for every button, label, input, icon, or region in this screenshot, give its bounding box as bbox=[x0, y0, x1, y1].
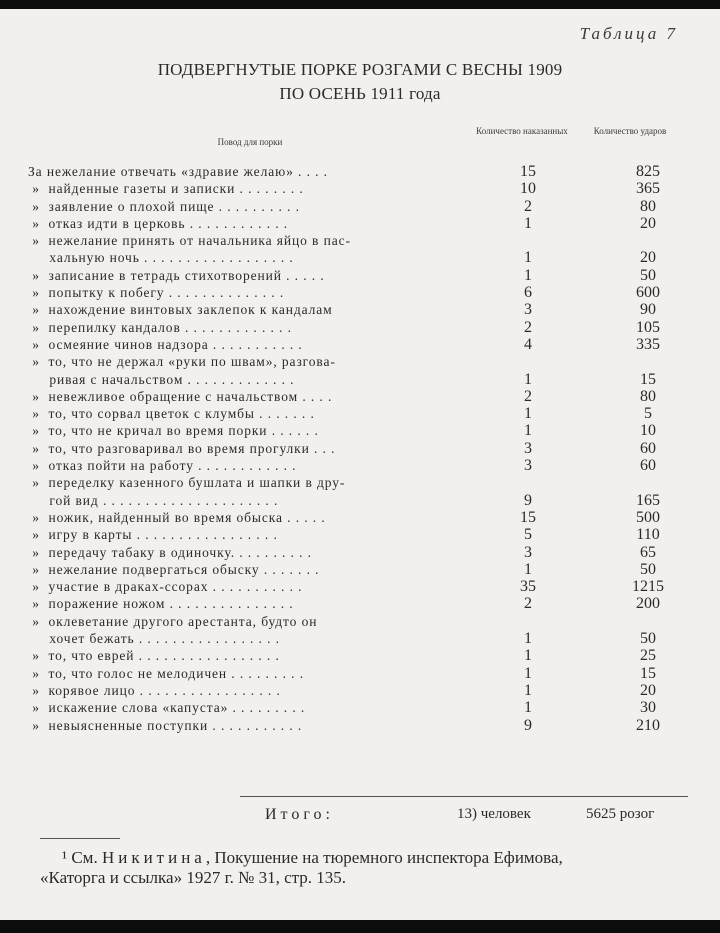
row-count: 1 bbox=[524, 647, 532, 665]
table-row bbox=[28, 717, 688, 734]
table-row bbox=[28, 509, 688, 526]
row-reason: » отказ пойти на работу . . . . . . . . . . . . bbox=[28, 458, 297, 474]
row-count: 4 bbox=[524, 335, 532, 353]
row-count: 3 bbox=[524, 457, 532, 475]
row-count: 1 bbox=[524, 266, 532, 284]
row-count: 2 bbox=[524, 595, 532, 613]
footnote-line2: «Каторга и ссылка» 1927 г. № 31, стр. 135. bbox=[40, 868, 347, 887]
row-strokes: 60 bbox=[640, 457, 656, 475]
row-reason: » то, что сорвал цветок с клумбы . . . . . . . bbox=[28, 406, 315, 422]
table-row bbox=[28, 215, 688, 232]
table-row bbox=[28, 561, 688, 578]
footnote-author: Никитина bbox=[101, 848, 206, 867]
row-count: 3 bbox=[524, 301, 532, 319]
row-reason: » то, что разговаривал во время прогулки . . . bbox=[28, 440, 336, 456]
table-row bbox=[28, 578, 688, 595]
table-row bbox=[28, 526, 688, 543]
table-row bbox=[28, 647, 688, 664]
table-row bbox=[28, 180, 688, 197]
table-row bbox=[28, 699, 688, 716]
row-strokes: 60 bbox=[640, 439, 656, 457]
footnote-divider bbox=[40, 838, 120, 839]
row-strokes: 65 bbox=[640, 543, 656, 561]
table-number: Таблица 7 bbox=[579, 24, 678, 43]
row-count: 1 bbox=[524, 405, 532, 423]
row-strokes: 80 bbox=[640, 197, 656, 215]
row-strokes: 50 bbox=[640, 560, 656, 578]
footnote-line1 bbox=[62, 848, 702, 868]
row-strokes: 500 bbox=[636, 508, 660, 526]
table-row bbox=[28, 595, 688, 612]
row-strokes: 30 bbox=[640, 699, 656, 717]
row-strokes: 25 bbox=[640, 647, 656, 665]
top-border bbox=[0, 0, 720, 9]
table-row bbox=[28, 665, 688, 682]
row-reason: » невыясненные поступки . . . . . . . . . . . bbox=[28, 717, 303, 733]
row-strokes: 80 bbox=[640, 387, 656, 405]
row-count: 1 bbox=[524, 422, 532, 440]
bottom-border bbox=[0, 920, 720, 933]
column-header-reason: Повод для порки bbox=[217, 137, 283, 147]
table-row bbox=[28, 457, 688, 474]
row-count: 1 bbox=[524, 214, 532, 232]
row-reason: » записание в тетрадь стихотворений . . . . . bbox=[28, 267, 325, 283]
row-count: 1 bbox=[524, 681, 532, 699]
table-row bbox=[28, 232, 688, 267]
row-reason: » то, что еврей . . . . . . . . . . . . . . . . . bbox=[28, 648, 280, 664]
table-row bbox=[28, 474, 688, 509]
row-reason: » отказ идти в церковь . . . . . . . . . . . . bbox=[28, 215, 289, 231]
table-row bbox=[28, 613, 688, 648]
footnote-prefix: ¹ См. bbox=[62, 848, 102, 867]
row-count: 15 bbox=[520, 508, 536, 526]
row-strokes: 1215 bbox=[632, 578, 664, 596]
page-title: ПОДВЕРГНУТЫЕ ПОРКЕ РОЗГАМИ С ВЕСНЫ 1909 bbox=[157, 60, 563, 79]
row-strokes: 335 bbox=[636, 335, 660, 353]
row-strokes: 825 bbox=[636, 163, 660, 180]
row-reason: » искажение слова «капуста» . . . . . . . . . bbox=[28, 700, 306, 716]
table-row bbox=[28, 284, 688, 301]
row-strokes: 20 bbox=[640, 681, 656, 699]
row-count: 5 bbox=[524, 526, 532, 544]
row-strokes: 15 bbox=[640, 370, 656, 388]
row-reason: » оклеветание другого арестанта, будто он хочет бежать . . . . . . . . . . . . . . . . . bbox=[32, 613, 318, 647]
row-count: 1 bbox=[524, 630, 532, 648]
page-subtitle: ПО ОСЕНЬ 1911 года bbox=[279, 84, 441, 103]
row-reason: » невежливое обращение с начальством . . . . bbox=[28, 388, 333, 404]
row-reason: » поражение ножом . . . . . . . . . . . . . . . bbox=[28, 596, 294, 612]
row-reason: » найденные газеты и записки . . . . . . . . bbox=[28, 181, 304, 197]
row-reason: » ножик, найденный во время обыска . . . . . bbox=[28, 509, 326, 525]
footnote-suffix: , Покушение на тюремного инспектора Ефимова, bbox=[205, 848, 563, 867]
row-strokes: 110 bbox=[636, 526, 660, 544]
column-header-count: Количество наказанных bbox=[476, 126, 568, 136]
row-reason: » нежелание принять от начальника яйцо в пас- хальную ночь . . . . . . . . . . . . . . . . . . bbox=[32, 233, 351, 266]
row-count: 9 bbox=[524, 491, 532, 509]
row-strokes: 10 bbox=[640, 422, 656, 440]
row-strokes: 105 bbox=[636, 318, 660, 336]
row-count: 1 bbox=[524, 249, 532, 267]
row-count: 2 bbox=[524, 318, 532, 336]
row-strokes: 50 bbox=[640, 266, 656, 284]
row-strokes: 90 bbox=[640, 301, 656, 319]
row-reason: » то, что голос не мелодичен . . . . . . . . . bbox=[28, 665, 304, 681]
row-count: 2 bbox=[524, 197, 532, 215]
row-count: 3 bbox=[524, 543, 532, 561]
table-row bbox=[28, 198, 688, 215]
row-reason: » то, что не кричал во время порки . . . . . . bbox=[28, 423, 319, 439]
table-row bbox=[28, 336, 688, 353]
table-row bbox=[28, 301, 688, 318]
row-strokes: 20 bbox=[640, 214, 656, 232]
column-header-strokes: Количество ударов bbox=[593, 126, 667, 136]
row-reason: » переделку казенного бушлата и шапки в дру- гой вид . . . . . . . . . . . . . . . . . . . . . bbox=[32, 475, 346, 508]
row-reason: » нежелание подвергаться обыску . . . . . . . bbox=[28, 561, 320, 577]
row-reason: » корявое лицо . . . . . . . . . . . . . . . . . bbox=[28, 682, 281, 698]
row-reason: » перепилку кандалов . . . . . . . . . . . . . bbox=[28, 319, 292, 335]
row-count: 9 bbox=[524, 716, 532, 734]
row-reason: » передачу табаку в одиночку. . . . . . . . . . bbox=[28, 544, 312, 560]
row-count: 1 bbox=[524, 664, 532, 682]
row-reason: » нахождение винтовых заклепок к кандалам bbox=[28, 302, 333, 318]
table-row bbox=[28, 319, 688, 336]
table-row bbox=[28, 267, 688, 284]
table-row bbox=[28, 544, 688, 561]
row-strokes: 15 bbox=[640, 664, 656, 682]
table-row bbox=[28, 388, 688, 405]
row-reason: » участие в драках-ссорах . . . . . . . . . . . bbox=[28, 579, 303, 595]
row-strokes: 200 bbox=[636, 595, 660, 613]
punishment-table bbox=[28, 163, 688, 734]
table-row bbox=[28, 353, 688, 388]
row-count: 35 bbox=[520, 578, 536, 596]
row-strokes: 5 bbox=[644, 405, 652, 423]
row-reason: » игру в карты . . . . . . . . . . . . . . . . . bbox=[28, 527, 278, 543]
row-count: 1 bbox=[524, 370, 532, 388]
total-people: 13) человек bbox=[457, 806, 531, 822]
total-rods: 5625 розог bbox=[586, 806, 655, 822]
row-count: 6 bbox=[524, 284, 532, 302]
row-strokes: 210 bbox=[636, 716, 660, 734]
row-count: 1 bbox=[524, 560, 532, 578]
row-count: 15 bbox=[520, 163, 536, 180]
row-reason: » попытку к побегу . . . . . . . . . . . . . . bbox=[28, 285, 285, 301]
row-reason: » осмеяние чинов надзора . . . . . . . . . . . bbox=[28, 336, 303, 352]
table-row bbox=[28, 422, 688, 439]
row-strokes: 165 bbox=[636, 491, 660, 509]
row-reason: За нежелание отвечать «здравие желаю» . . . . bbox=[28, 164, 328, 179]
table-row bbox=[28, 405, 688, 422]
row-reason: » заявление о плохой пище . . . . . . . . . . bbox=[28, 198, 300, 214]
row-reason: » то, что не держал «руки по швам», разгова- ривая с начальством . . . . . . . . . . . . . bbox=[32, 354, 336, 387]
row-strokes: 600 bbox=[636, 284, 660, 302]
row-count: 1 bbox=[524, 699, 532, 717]
table-row bbox=[28, 440, 688, 457]
row-strokes: 50 bbox=[640, 630, 656, 648]
row-count: 10 bbox=[520, 180, 536, 198]
row-count: 2 bbox=[524, 387, 532, 405]
row-strokes: 20 bbox=[640, 249, 656, 267]
row-count: 3 bbox=[524, 439, 532, 457]
total-label: Итого: bbox=[265, 806, 334, 823]
row-strokes: 365 bbox=[636, 180, 660, 198]
total-divider bbox=[240, 796, 688, 797]
table-row bbox=[28, 163, 688, 180]
table-row bbox=[28, 682, 688, 699]
